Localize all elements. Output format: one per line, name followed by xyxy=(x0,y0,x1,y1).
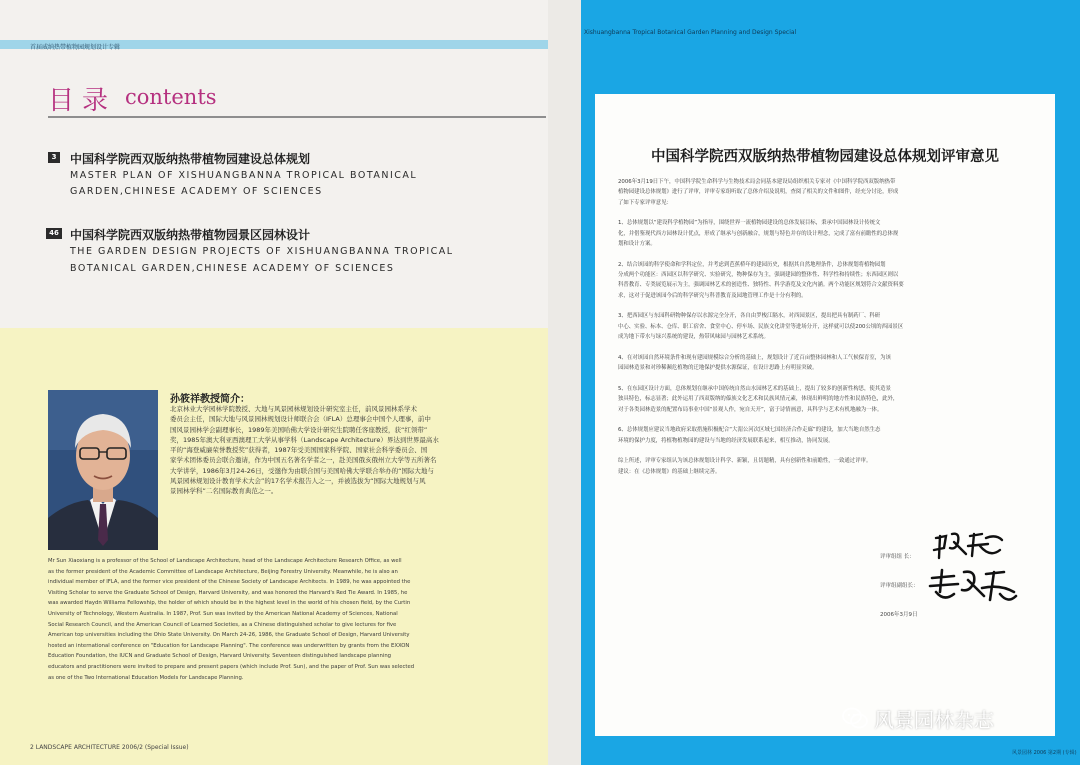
review-letter-line: 中心、实验、标本、仓库、职工宿舍、食堂中心、停车场、民族文化讲堂等进场分开，这样就可以使200公顷的西园景区 xyxy=(618,323,904,330)
review-letter-line: 了如下专家评审意见： xyxy=(618,199,672,206)
review-letter-line xyxy=(618,208,1038,218)
signature-label-vice-chair: 评审组副组长： xyxy=(880,583,919,589)
biography-cn-line: 风景园林规划设计教育学术大会”的17名学术报告人之一，并被选拔为“国际大地规划与风 xyxy=(170,477,426,486)
review-letter-line: 植物园建设总体规划》进行了评审，评审专家组听取了总体介绍及说明，查阅了相关的文件和图件，经充分讨论，形成 xyxy=(618,189,899,196)
left-running-header: 首届威纳热带植物园规划设计专辑 xyxy=(30,44,121,51)
contents-divider xyxy=(48,116,546,118)
review-letter-line xyxy=(618,374,1038,384)
biography-en-line: University of Technology, Western Australia. In 1987, Prof. Sun was invited by the American National Academy of Sciences, National xyxy=(48,610,398,617)
review-letter-line: 5、在东园区设计方面，总体规划在继承中国传统自然山水园林艺术的基础上，提出了较多的创新性构思，使其造景 xyxy=(618,385,891,392)
review-letter-title: 中国科学院西双版纳热带植物园建设总体规划评审意见 xyxy=(651,148,999,165)
review-letter-line: 综上所述，评审专家组认为该总体规划设计科学、新颖，且切题精，具有创新性和前瞻性，一致通过评审。 xyxy=(618,458,872,465)
signature-label-chair: 评审组组 长： xyxy=(880,554,915,560)
toc-entry-2-title-en-line2: BOTANICAL GARDEN,CHINESE ACADEMY OF SCIENCES xyxy=(70,263,395,274)
signature-chair-image xyxy=(930,528,1010,568)
review-letter-line xyxy=(618,446,1038,456)
biography-text-en xyxy=(48,556,543,683)
review-letter-line: 4、在对该园自然环境条件和现有建园规模综合分析的基础上，规划设计了近百亩整体园林和人工气候保育室，为该 xyxy=(618,354,891,361)
review-letter-line: 划和设计方案。 xyxy=(618,241,656,248)
review-letter-line xyxy=(618,301,1038,311)
review-letter-line: 3、把西园区与东园科研物种保存以水源完全分开，各自由罗梭江隔水，对西园景区，提出把具有制药厂、科研 xyxy=(618,313,881,320)
biography-cn-line: 委员会主任，国际大地与风景园林规划设计师联合会（IFLA）总理事会中国个人理事，前中 xyxy=(170,415,431,424)
review-date: 2006年3月9日 xyxy=(880,612,918,618)
biography-cn-line: 家学术团体委员会联合邀请，作为中国五名著名学者之一，赴美国俄亥俄州立大学等五所著名 xyxy=(170,456,437,465)
review-letter-line xyxy=(618,343,1038,353)
biography-title: 孙筱祥教授简介： xyxy=(170,394,250,405)
review-letter-line: 分成两个功能区：西园区以科学研究、实验研究，物种保存为主，强调建园的整体性、科学性和持续性；东西园区则以 xyxy=(618,272,899,279)
review-letter-line: 2006年3月19日下午，中国科学院生命科学与生物技术局会同基本建设局组织相关专家对《中国科学院西双版纳热带 xyxy=(618,179,896,185)
toc-entry-2-title-en-line1: THE GARDEN DESIGN PROJECTS OF XISHUANGBANNA TROPICAL xyxy=(70,246,454,257)
review-letter-body xyxy=(618,177,1038,477)
biography-en-line: Social Research Council, and the American Council of Learned Societies, as a Chinese distinguished scholar to give lectures for five xyxy=(48,621,397,628)
biography-en-line: Visiting Scholar to serve the Graduate School of Design, Harvard University, and was honored the Harvard's Red Tie Award. In 1985, he xyxy=(48,589,408,596)
review-letter-line xyxy=(618,415,1038,425)
chat-bubbles-icon xyxy=(842,707,868,729)
biography-cn-line: 北京林业大学园林学院教授、大地与风景园林规划设计研究室主任，前风景园林系学术 xyxy=(170,405,417,413)
watermark xyxy=(842,704,994,732)
biography-en-line: Mr Sun Xiaoxiang is a professor of the School of Landscape Architecture, head of the Landscape Architecture Research Office, as well xyxy=(48,558,402,564)
biography-en-line: Education Foundation, the IUCN and Graduate School of Design, Harvard University. Seventeen distinguished landscape planning xyxy=(48,653,392,660)
toc-entry-2-title-cn[interactable]: 中国科学院西双版纳热带植物园景区园林设计 xyxy=(70,228,311,242)
review-letter-line: 园园林造景和对珍稀濒危植物的迁地保护提供水源保证，在设计思路上有明显突破。 xyxy=(618,365,818,372)
biography-text-cn xyxy=(170,404,540,497)
biography-en-line: American top universities including the Ohio State University. On March 24-26, 1986, the Graduate School of Design, Harvard University xyxy=(48,632,410,639)
left-page-footer: 2 LANDSCAPE ARCHITECTURE 2006/2 (Special Issue) xyxy=(30,744,189,751)
review-letter-line: 成为地下带水与绿兴系统的建设，热带风味园与园林艺术系统。 xyxy=(618,334,769,341)
review-letter-line: 环境的保护力度，将植物植物园的建设与当地的经济发展联系起来，相互推动，协同发展。 xyxy=(618,437,834,444)
biography-cn-line: 平的“海登威廉荣誉教授奖”获得者，1987年受美国国家科学院、国家社会科学委员会、国 xyxy=(170,446,428,455)
biography-en-line: as one of the Two International Education Models for Landscape Planning. xyxy=(48,674,244,681)
toc-entry-1-title-cn[interactable]: 中国科学院西双版纳热带植物园建设总体规划 xyxy=(70,152,311,166)
toc-entry-2-page-number: 46 xyxy=(46,228,62,239)
biography-en-line: individual member of IFLA, and the former vice president of the Chinese Society of Landscape Architects. In 1989, he was appointed the xyxy=(48,579,411,586)
contents-heading-cn: 目录 xyxy=(48,86,117,116)
toc-entry-1-page-number: 3 xyxy=(48,152,60,163)
review-letter-line: 6、总体规划应建议当地政府采取措施积极配合“大湄公河次区域七国经济合作走廊”的建设，加大当地自然生态 xyxy=(618,427,881,434)
biography-cn-line: 大学讲学，1986年3月24-26日，受邀作为由联合国与美国哈佛大学联合举办的“国际大地与 xyxy=(170,466,434,475)
portrait-photo xyxy=(48,390,158,550)
biography-en-line: as the former president of the Academic Committee of Landscape Architecture, Beijing Forestry University. Meanwhile, he is also an xyxy=(48,568,398,575)
review-letter-line: 2、结合该园的科学使命和学科定位，并考虑到芭蕉桥年的建园历史，根据其自然地理条件，总体规划将植物园划 xyxy=(618,261,886,268)
review-letter-line: 对于各类园林造景的配置布局事业中国“景观人作，宛自天开”，富于诗情画意，具科学与艺术有机地融为一体。 xyxy=(618,406,883,413)
right-running-header: Xishuangbanna Tropical Botanical Garden Planning and Design Special xyxy=(584,29,797,36)
review-letter-line: 独具特色，标志显著；此外运用了西双版纳的傣族文化艺术和民族风情元素，体现出鲜明的地方性和民族特色，此外， xyxy=(618,396,899,403)
watermark-text: 风景园林杂志 xyxy=(874,707,994,732)
review-letter-line: 求，这对于促进该园今后的科学研究与科普教育及园地管理工作是十分有利的。 xyxy=(618,292,807,299)
biography-cn-line: 国风景园林学会副理事长，1989年美国哈佛大学设计研究生院聘任客座教授，获“红领带” xyxy=(170,425,428,434)
review-letter-line: 科普教育、专类展览展示为主，强调园林艺术的创造性、独特性、科学游览及文化内涵。两个功能区规划符合文献资料要 xyxy=(618,282,904,289)
review-letter-line: 化，并借鉴现代西方园林设计优点，形成了继承与创新融合，规划与特色并存的设计理念，完成了富有前瞻性的总体规 xyxy=(618,230,899,237)
review-letter-line: 建议：在《总体规划》的基础上继续完善。 xyxy=(618,468,721,475)
contents-heading-en: contents xyxy=(125,85,217,109)
biography-cn-line: 景园林学科”二名国际教育典范之一。 xyxy=(170,487,278,496)
biography-en-line: hosted an international conference on "Education for Landscape Planning". The conference was underwritten by grants from the EXXON xyxy=(48,642,410,649)
signature-vice-chair-image xyxy=(924,566,1020,610)
review-letter-line xyxy=(618,249,1038,259)
biography-en-line: educators and practitioners were invited to prepare and present papers (which include Prof. Sun), and the paper of Prof. Sun was selected xyxy=(48,663,415,670)
review-letter-line: 1、总体规划以“建设科学植物园”为指导，围绕世界一流植物园建设的总体发展目标，秉承中国园林设计传统文 xyxy=(618,220,881,227)
biography-cn-line: 奖，1985年澳大利亚西澳理工大学从事学科（Landscape Architecture）界达到世界最高水 xyxy=(170,435,439,444)
biography-en-line: was awarded Haydn Williams Fellowship, the holder of which should be in the highest level in the world of his chosen field, by the Curtin xyxy=(48,600,411,607)
toc-entry-1-title-en-line1: MASTER PLAN OF XISHUANGBANNA TROPICAL BOTANICAL xyxy=(70,170,418,181)
right-page-footer: 风景园林 2006 第2期 (专辑) xyxy=(1012,750,1077,756)
toc-entry-1-title-en-line2: GARDEN,CHINESE ACADEMY OF SCIENCES xyxy=(70,186,323,197)
